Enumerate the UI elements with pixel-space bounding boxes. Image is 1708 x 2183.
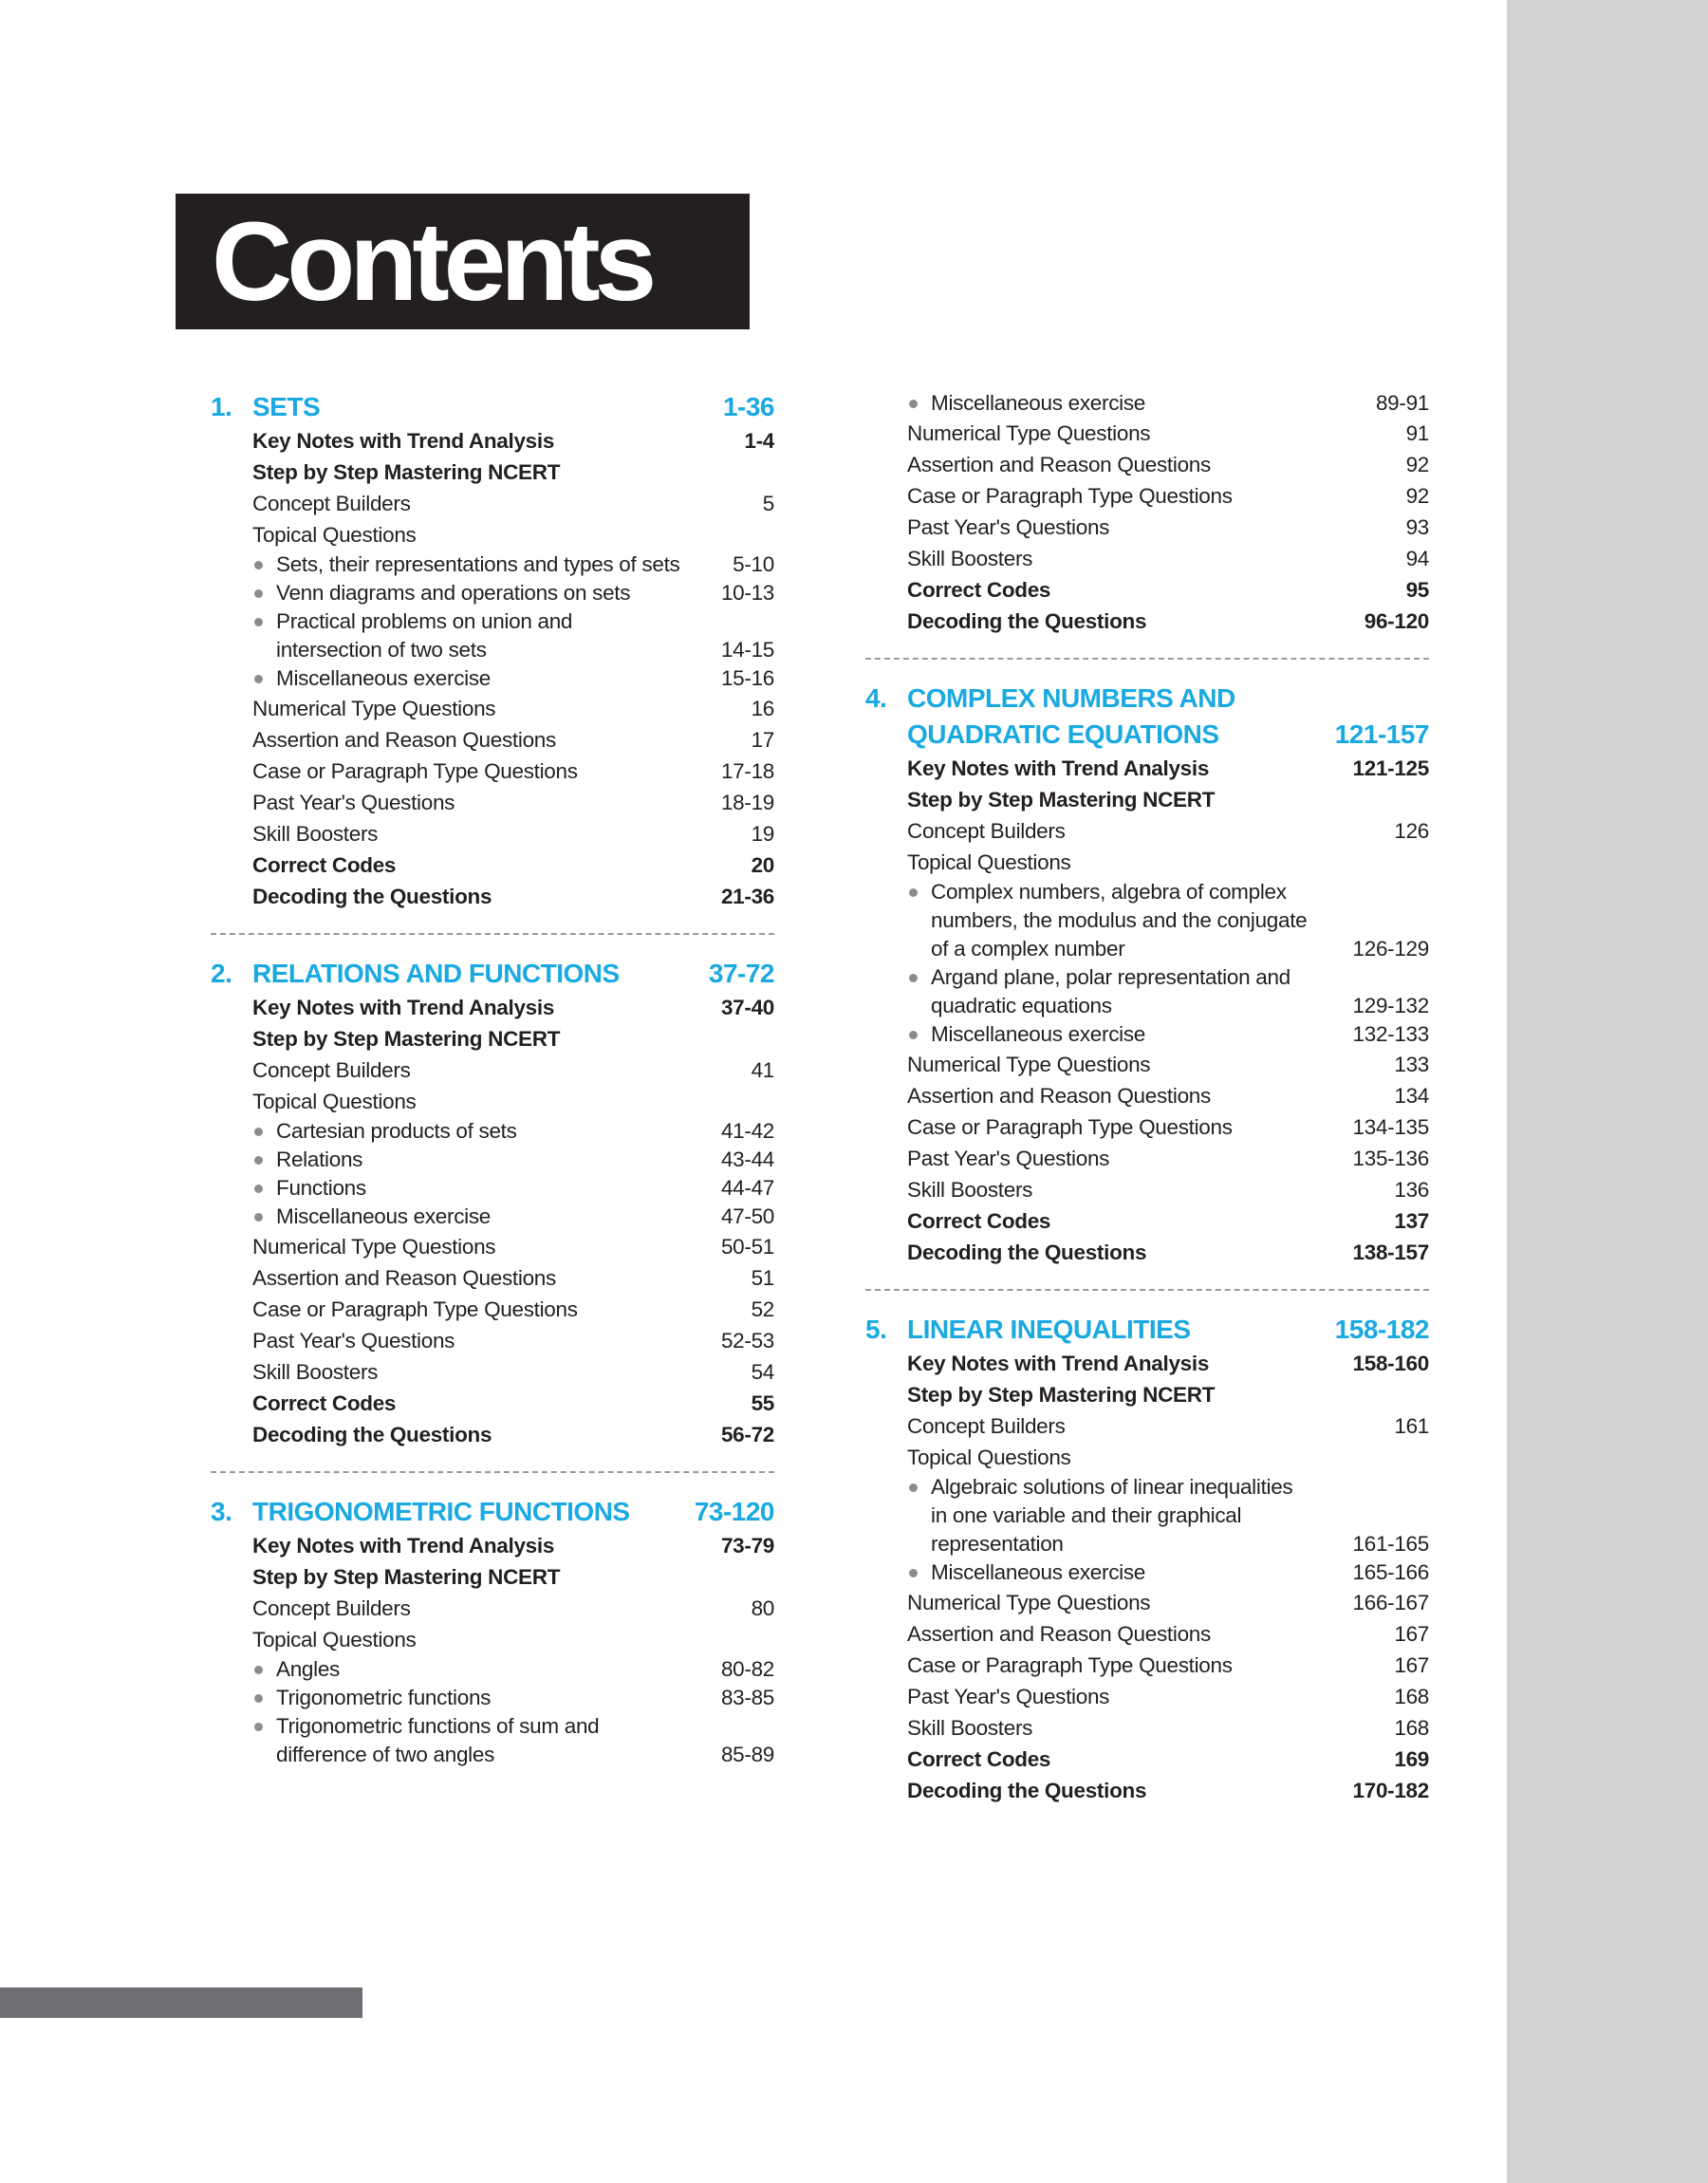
toc-entry[interactable] (252, 1325, 774, 1356)
contents-column-left (211, 389, 774, 1769)
toc-entry-pages: 94 (1405, 547, 1429, 570)
chapter-section (865, 681, 1429, 1268)
toc-entry-pages: 43-44 (720, 1147, 774, 1171)
toc-entry-pages: 41 (751, 1058, 774, 1082)
toc-entry[interactable] (907, 449, 1429, 480)
toc-entry-pages: 5 (762, 492, 774, 515)
toc-entry[interactable] (252, 1624, 774, 1655)
toc-entry-label: Correct Codes (907, 1209, 1051, 1233)
toc-entry[interactable] (907, 1174, 1429, 1205)
toc-subtopic-label: Miscellaneous exercise (907, 1020, 1145, 1049)
toc-entry[interactable] (252, 787, 774, 818)
toc-entry[interactable] (907, 1143, 1429, 1174)
toc-entry[interactable] (907, 1348, 1429, 1379)
toc-entry-label: Numerical Type Questions (907, 421, 1151, 445)
toc-entry-label: Correct Codes (252, 1391, 397, 1415)
toc-entry-pages: 54 (751, 1360, 774, 1384)
toc-entry[interactable] (252, 1262, 774, 1294)
toc-entry[interactable] (252, 1086, 774, 1117)
toc-entry-pages: 136 (1394, 1178, 1429, 1202)
toc-entry[interactable] (252, 1231, 774, 1262)
contents-column-right (865, 389, 1429, 1806)
toc-entry-pages: 91 (1405, 421, 1429, 445)
toc-subtopic-label: Miscellaneous exercise (907, 389, 1145, 418)
toc-subtopic-label: Venn diagrams and operations on sets (252, 579, 630, 607)
toc-entry-pages: 80-82 (720, 1657, 774, 1681)
toc-entry-label: Past Year's Questions (252, 1329, 455, 1353)
toc-entry[interactable] (252, 488, 774, 519)
toc-entry-label: Step by Step Mastering NCERT (252, 1565, 561, 1589)
chapter-section (865, 1312, 1429, 1806)
toc-entry-pages: 93 (1405, 515, 1429, 539)
chapter-number: 5. (865, 1315, 887, 1344)
chapter-title-wrap (211, 1494, 630, 1530)
toc-entry[interactable] (252, 849, 774, 881)
chapter-heading[interactable] (211, 956, 774, 992)
toc-entry-label: Step by Step Mastering NCERT (907, 788, 1216, 812)
toc-entry-pages: 17-18 (720, 759, 774, 783)
chapter-pages: 1-36 (722, 392, 774, 421)
toc-entry[interactable] (252, 1146, 774, 1174)
toc-entry-pages: 121-125 (1352, 756, 1429, 780)
chapter-number: 1. (211, 392, 232, 421)
toc-subtopic-label: Trigonometric functions (252, 1684, 491, 1712)
chapter-entries (865, 389, 1429, 637)
toc-entry-label: Key Notes with Trend Analysis (907, 1352, 1210, 1375)
chapter-divider (865, 658, 1429, 660)
toc-entry-label: Correct Codes (907, 1747, 1051, 1771)
toc-entry-label: Case or Paragraph Type Questions (252, 759, 578, 783)
chapter-entries (865, 1348, 1429, 1806)
chapter-title: LINEAR INEQUALITIES (907, 1315, 1191, 1344)
toc-entry[interactable] (907, 1237, 1429, 1268)
toc-entry-label: Step by Step Mastering NCERT (252, 1027, 561, 1051)
toc-entry[interactable] (252, 1388, 774, 1419)
toc-entry-label: Decoding the Questions (907, 1241, 1147, 1264)
toc-entry[interactable] (252, 1712, 774, 1769)
toc-entry-label: Concept Builders (907, 1414, 1066, 1438)
toc-entry-label: Skill Boosters (907, 1178, 1033, 1202)
toc-entry-label: Case or Paragraph Type Questions (907, 1653, 1233, 1677)
toc-entry-pages: 168 (1394, 1685, 1429, 1708)
toc-entry[interactable] (252, 724, 774, 756)
toc-entry-label: Numerical Type Questions (907, 1591, 1151, 1614)
toc-entry-label: Assertion and Reason Questions (907, 1084, 1211, 1108)
toc-subtopic-label: Cartesian products of sets (252, 1117, 517, 1146)
toc-entry-pages: 47-50 (720, 1204, 774, 1228)
page-title: Contents (212, 198, 652, 325)
chapter-title-wrap (211, 956, 620, 992)
toc-entry-pages: 10-13 (720, 581, 774, 605)
toc-entry-label: Correct Codes (907, 578, 1051, 602)
toc-entry-label: Decoding the Questions (252, 1423, 492, 1446)
chapter-divider (865, 1289, 1429, 1291)
toc-entry[interactable] (252, 693, 774, 724)
toc-entry-pages: 44-47 (720, 1176, 774, 1200)
chapter-entries (211, 992, 774, 1450)
side-strip (1507, 0, 1708, 2183)
toc-entry-label: Concept Builders (907, 819, 1066, 843)
toc-entry-pages: 167 (1394, 1653, 1429, 1677)
toc-subtopic-label: Complex numbers, algebra of complex numbers, the modulus and the conjugate of a complex number (907, 878, 1307, 963)
toc-entry[interactable] (907, 1775, 1429, 1806)
toc-entry-label: Step by Step Mastering NCERT (907, 1383, 1216, 1407)
toc-entry[interactable] (252, 756, 774, 787)
toc-entry-pages: 55 (751, 1391, 774, 1415)
toc-entry[interactable] (252, 881, 774, 912)
chapter-title: RELATIONS AND FUNCTIONS (252, 959, 620, 988)
toc-entry-pages: 19 (751, 822, 774, 846)
chapter-pages: 73-120 (694, 1497, 774, 1526)
toc-entry[interactable] (907, 1587, 1429, 1618)
toc-subtopic-label: Sets, their representations and types of sets (252, 550, 680, 579)
toc-entry-label: Past Year's Questions (907, 515, 1110, 539)
toc-entry[interactable] (907, 606, 1429, 637)
toc-entry-pages: 52 (751, 1297, 774, 1321)
chapter-section (211, 1494, 774, 1769)
toc-entry[interactable] (907, 418, 1429, 449)
toc-entry-pages: 129-132 (1352, 994, 1429, 1017)
toc-subtopic-label: Miscellaneous exercise (252, 1203, 491, 1231)
toc-entry-label: Past Year's Questions (907, 1685, 1110, 1708)
toc-entry[interactable] (907, 1618, 1429, 1650)
toc-entry[interactable] (907, 1442, 1429, 1473)
toc-entry-pages: 41-42 (720, 1119, 774, 1143)
toc-entry[interactable] (252, 1294, 774, 1325)
toc-subtopic-label: Miscellaneous exercise (252, 664, 491, 693)
toc-entry[interactable] (907, 963, 1429, 1020)
toc-entry-label: Topical Questions (907, 1446, 1071, 1469)
toc-entry-pages: 20 (751, 853, 774, 877)
toc-subtopic-label: Relations (252, 1146, 362, 1174)
chapter-title-wrap (211, 389, 320, 425)
toc-entry[interactable] (907, 1681, 1429, 1712)
toc-entry-label: Decoding the Questions (907, 1779, 1147, 1802)
chapter-entries (211, 1530, 774, 1769)
chapter-title-wrap (865, 1312, 1191, 1348)
chapter-title-wrap (865, 681, 1235, 753)
chapter-pages: 121-157 (1334, 719, 1429, 749)
toc-entry-pages: 158-160 (1352, 1352, 1429, 1375)
toc-entry-pages: 138-157 (1352, 1241, 1429, 1264)
toc-entry-pages: 132-133 (1352, 1022, 1429, 1046)
toc-entry[interactable] (252, 1684, 774, 1712)
chapter-number: 4. (865, 683, 887, 713)
toc-entry-pages: 14-15 (720, 638, 774, 662)
toc-entry-label: Decoding the Questions (907, 609, 1147, 633)
toc-entry[interactable] (252, 1174, 774, 1203)
toc-entry-pages: 5-10 (733, 552, 774, 576)
chapter-pages: 158-182 (1334, 1315, 1429, 1344)
toc-entry-pages: 135-136 (1352, 1147, 1429, 1170)
toc-entry[interactable] (907, 1650, 1429, 1681)
chapter-heading[interactable] (865, 1312, 1429, 1348)
toc-entry-pages: 133 (1394, 1053, 1429, 1076)
toc-entry[interactable] (252, 1655, 774, 1684)
toc-entry-pages: 126-129 (1352, 937, 1429, 961)
toc-entry-label: Assertion and Reason Questions (907, 1622, 1211, 1646)
toc-subtopic-label: Trigonometric functions of sum and difference of two angles (252, 1712, 599, 1769)
toc-entry-pages: 161-165 (1352, 1532, 1429, 1556)
toc-entry-pages: 52-53 (720, 1329, 774, 1353)
toc-entry-label: Skill Boosters (907, 1716, 1033, 1740)
toc-entry-pages: 89-91 (1375, 391, 1429, 415)
toc-entry-pages: 168 (1394, 1716, 1429, 1740)
bottom-bar (0, 1987, 362, 2018)
toc-entry-label: Assertion and Reason Questions (252, 1266, 556, 1290)
toc-entry-pages: 169 (1394, 1747, 1429, 1771)
toc-entry-pages: 134-135 (1352, 1115, 1429, 1139)
toc-entry-label: Key Notes with Trend Analysis (252, 1534, 555, 1558)
toc-entry[interactable] (907, 1080, 1429, 1111)
chapter-title: TRIGONOMETRIC FUNCTIONS (252, 1497, 630, 1526)
toc-entry[interactable] (252, 457, 774, 488)
chapter-divider (211, 933, 774, 935)
toc-entry-pages: 16 (751, 697, 774, 720)
chapter-heading[interactable] (865, 681, 1429, 753)
toc-entry[interactable] (907, 1558, 1429, 1587)
toc-entry[interactable] (907, 574, 1429, 606)
toc-entry[interactable] (907, 1049, 1429, 1080)
toc-entry[interactable] (907, 753, 1429, 784)
chapter-section (211, 389, 774, 912)
toc-entry[interactable] (252, 1356, 774, 1388)
toc-entry-label: Numerical Type Questions (907, 1053, 1151, 1076)
toc-entry-label: Skill Boosters (252, 1360, 379, 1384)
toc-entry-label: Topical Questions (907, 850, 1071, 874)
toc-entry-pages: 50-51 (720, 1235, 774, 1259)
toc-entry[interactable] (907, 1410, 1429, 1442)
toc-entry-pages: 137 (1394, 1209, 1429, 1233)
toc-entry[interactable] (907, 1473, 1429, 1558)
toc-entry[interactable] (907, 1111, 1429, 1143)
chapter-divider (211, 1471, 774, 1473)
toc-subtopic-label: Argand plane, polar representation and quadratic equations (907, 963, 1290, 1020)
toc-subtopic-label: Angles (252, 1655, 340, 1684)
chapter-pages: 37-72 (708, 959, 774, 988)
toc-entry[interactable] (252, 1530, 774, 1561)
toc-entry-pages: 15-16 (720, 666, 774, 690)
toc-entry-pages: 18-19 (720, 791, 774, 814)
chapter-title: COMPLEX NUMBERS AND QUADRATIC EQUATIONS (907, 683, 1235, 749)
toc-entry[interactable] (252, 607, 774, 664)
toc-entry[interactable] (907, 1744, 1429, 1775)
toc-entry-label: Skill Boosters (252, 822, 379, 846)
toc-entry[interactable] (907, 1020, 1429, 1049)
toc-entry-pages: 1-4 (744, 429, 774, 453)
chapter-heading[interactable] (211, 1494, 774, 1530)
toc-entry-pages: 170-182 (1352, 1779, 1429, 1802)
toc-entry-label: Numerical Type Questions (252, 697, 496, 720)
toc-entry[interactable] (907, 784, 1429, 815)
toc-entry[interactable] (252, 550, 774, 579)
toc-subtopic-label: Practical problems on union and intersection of two sets (252, 607, 572, 664)
toc-entry-label: Case or Paragraph Type Questions (252, 1297, 578, 1321)
toc-entry-label: Topical Questions (252, 523, 417, 547)
toc-entry[interactable] (252, 519, 774, 550)
toc-entry[interactable] (907, 389, 1429, 418)
chapter-heading[interactable] (211, 389, 774, 425)
toc-entry[interactable] (252, 425, 774, 457)
toc-entry[interactable] (252, 818, 774, 849)
toc-entry[interactable] (907, 847, 1429, 878)
toc-entry[interactable] (252, 1561, 774, 1593)
toc-entry-pages: 51 (751, 1266, 774, 1290)
toc-entry-label: Topical Questions (252, 1628, 417, 1651)
toc-entry-label: Concept Builders (252, 492, 411, 515)
toc-entry[interactable] (907, 480, 1429, 512)
toc-entry-label: Case or Paragraph Type Questions (907, 484, 1233, 508)
toc-entry-label: Concept Builders (252, 1058, 411, 1082)
toc-entry[interactable] (252, 579, 774, 607)
toc-entry[interactable] (907, 1712, 1429, 1744)
toc-entry[interactable] (252, 1203, 774, 1231)
toc-entry-label: Assertion and Reason Questions (252, 728, 556, 752)
toc-entry-pages: 92 (1405, 484, 1429, 508)
toc-entry-pages: 166-167 (1352, 1591, 1429, 1614)
toc-entry[interactable] (252, 1023, 774, 1054)
toc-entry-pages: 73-79 (720, 1534, 774, 1558)
toc-entry-label: Step by Step Mastering NCERT (252, 460, 561, 484)
toc-entry-pages: 80 (751, 1596, 774, 1620)
toc-entry-pages: 126 (1394, 819, 1429, 843)
toc-entry-label: Key Notes with Trend Analysis (907, 756, 1210, 780)
chapter-entries (211, 425, 774, 912)
toc-entry-pages: 92 (1405, 453, 1429, 476)
toc-entry[interactable] (907, 512, 1429, 543)
toc-entry-label: Key Notes with Trend Analysis (252, 429, 555, 453)
toc-entry-pages: 56-72 (720, 1423, 774, 1446)
chapter-number: 3. (211, 1497, 232, 1526)
chapter-title: SETS (252, 392, 321, 421)
toc-entry-label: Case or Paragraph Type Questions (907, 1115, 1233, 1139)
toc-entry-pages: 21-36 (720, 885, 774, 908)
toc-entry-pages: 95 (1405, 578, 1429, 602)
toc-entry-pages: 96-120 (1364, 609, 1429, 633)
chapter-section (211, 956, 774, 1450)
toc-entry-pages: 165-166 (1352, 1560, 1429, 1584)
toc-entry[interactable] (252, 1419, 774, 1450)
toc-entry[interactable] (252, 992, 774, 1023)
toc-entry-pages: 83-85 (720, 1686, 774, 1709)
toc-entry-label: Past Year's Questions (907, 1147, 1110, 1170)
toc-entry[interactable] (252, 1054, 774, 1086)
toc-entry[interactable] (252, 1593, 774, 1624)
toc-subtopic-label: Algebraic solutions of linear inequalities in one variable and their graphical representation (907, 1473, 1292, 1558)
toc-entry-label: Skill Boosters (907, 547, 1033, 570)
toc-entry[interactable] (907, 878, 1429, 963)
toc-entry-pages: 17 (751, 728, 774, 752)
chapter-section (865, 389, 1429, 637)
toc-entry-pages: 161 (1394, 1414, 1429, 1438)
toc-entry[interactable] (252, 664, 774, 693)
toc-entry-label: Topical Questions (252, 1090, 417, 1113)
chapter-entries (865, 753, 1429, 1268)
toc-entry-label: Numerical Type Questions (252, 1235, 496, 1259)
toc-entry-label: Concept Builders (252, 1596, 411, 1620)
toc-entry[interactable] (907, 815, 1429, 847)
toc-entry[interactable] (907, 543, 1429, 574)
toc-entry-pages: 85-89 (720, 1743, 774, 1766)
toc-entry-pages: 134 (1394, 1084, 1429, 1108)
toc-entry-label: Correct Codes (252, 853, 397, 877)
toc-entry-label: Assertion and Reason Questions (907, 453, 1211, 476)
toc-entry-label: Past Year's Questions (252, 791, 455, 814)
chapter-number: 2. (211, 959, 232, 988)
toc-entry-pages: 167 (1394, 1622, 1429, 1646)
toc-entry[interactable] (907, 1205, 1429, 1237)
toc-subtopic-label: Miscellaneous exercise (907, 1558, 1145, 1587)
toc-entry[interactable] (252, 1117, 774, 1146)
toc-entry-label: Key Notes with Trend Analysis (252, 996, 555, 1019)
toc-subtopic-label: Functions (252, 1174, 366, 1203)
toc-entry[interactable] (907, 1379, 1429, 1410)
title-box (176, 194, 750, 329)
toc-entry-pages: 37-40 (720, 996, 774, 1019)
toc-entry-label: Decoding the Questions (252, 885, 492, 908)
